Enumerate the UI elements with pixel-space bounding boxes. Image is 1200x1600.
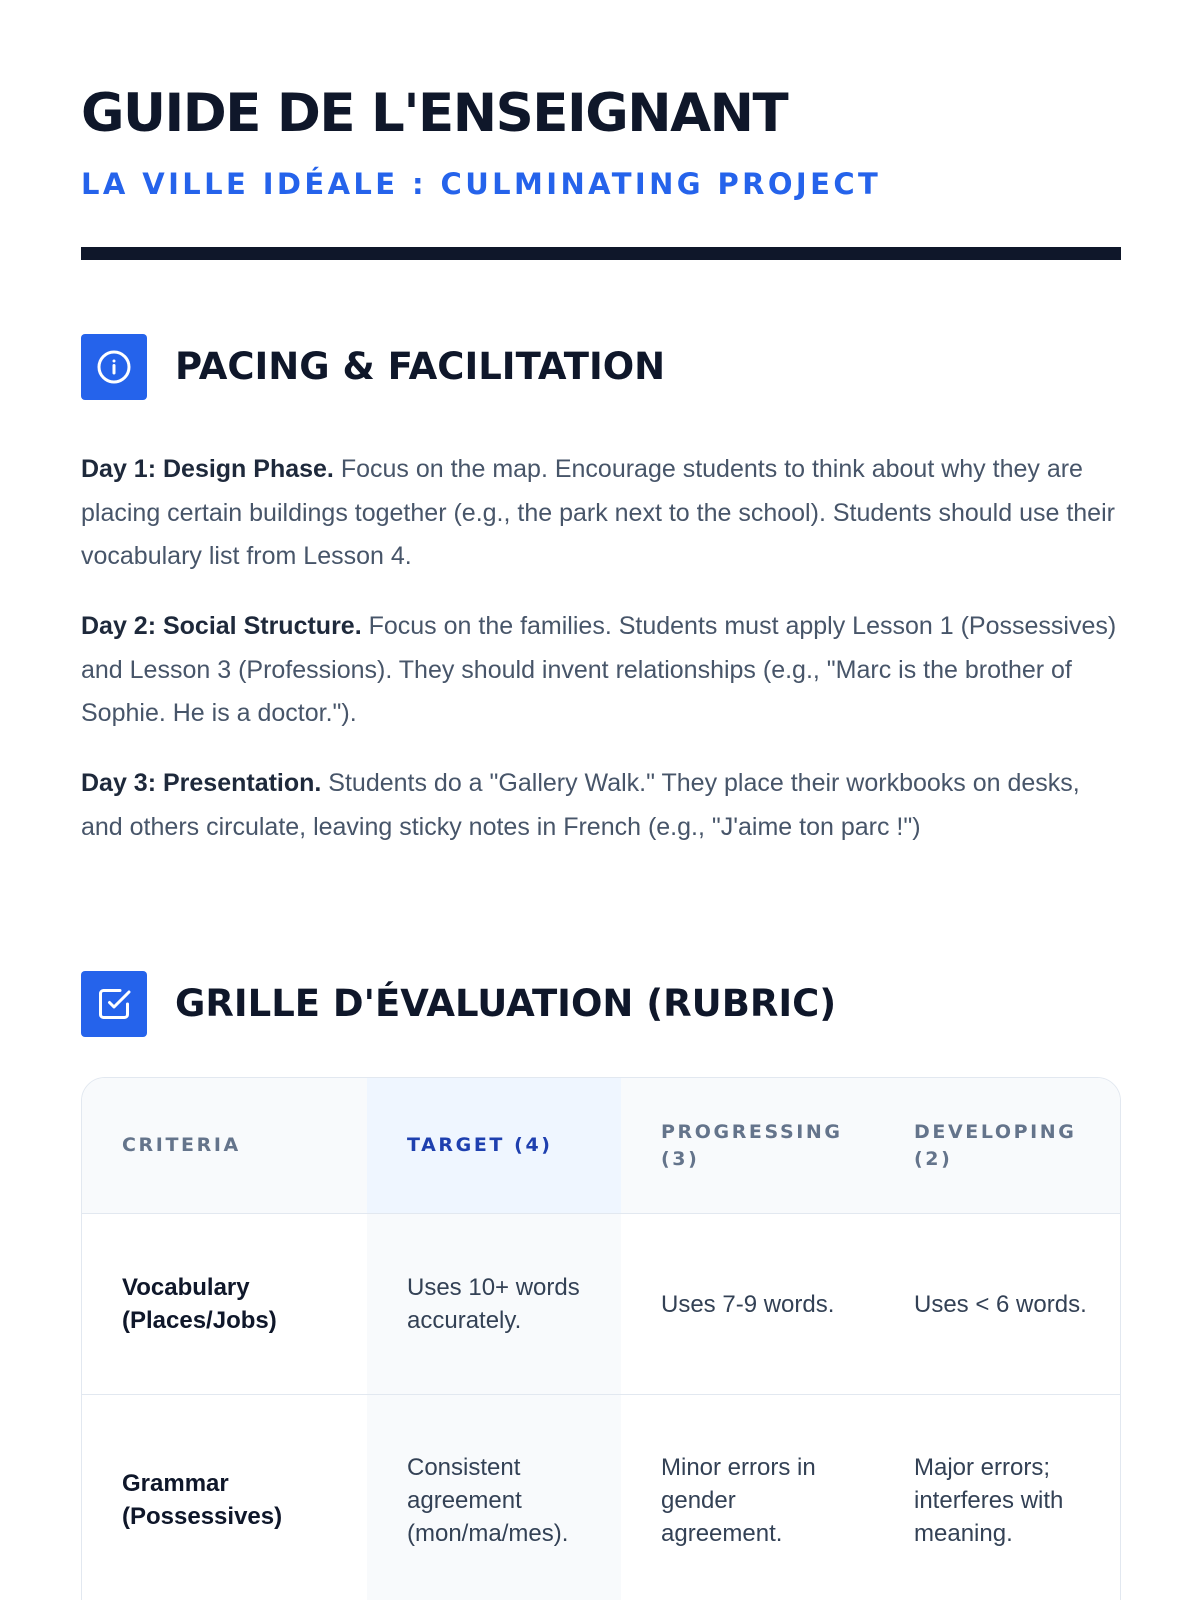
day-1-text: Focus on the map. Encourage students to think about why they are placing certain buildings together (e.g., the park next to the school). Students should use their vocabulary list from Lesson 4. <box>81 455 1115 570</box>
day-2-paragraph <box>81 605 1126 736</box>
progressing-cell: Uses 7-9 words. <box>621 1214 874 1395</box>
table-row <box>82 1395 1120 1600</box>
developing-cell: Uses < 6 words. <box>874 1214 1120 1395</box>
day-3-text: Students do a "Gallery Walk." They place their workbooks on desks, and others circulate, leaving sticky notes in French (e.g., "J'aime ton parc !") <box>81 769 1080 841</box>
header-developing: DEVELOPING (2) <box>874 1078 1120 1214</box>
day-2-label: Day 2: Social Structure. <box>81 612 362 640</box>
rubric-section-header <box>81 971 1121 1037</box>
developing-cell: Major errors; interferes with meaning. <box>874 1395 1120 1600</box>
page-title: GUIDE DE L'ENSEIGNANT <box>81 83 788 144</box>
criteria-cell: Grammar (Possessives) <box>82 1395 367 1600</box>
day-1-paragraph <box>81 448 1126 579</box>
target-cell: Consistent agreement (mon/ma/mes). <box>367 1395 621 1600</box>
criteria-cell: Vocabulary (Places/Jobs) <box>82 1214 367 1395</box>
header-criteria: CRITERIA <box>82 1078 367 1214</box>
pacing-section-header <box>81 334 1121 400</box>
checkbox-icon <box>96 986 132 1022</box>
pacing-section-title: PACING & FACILITATION <box>175 345 666 388</box>
rubric-section-title: GRILLE D'ÉVALUATION (RUBRIC) <box>175 982 837 1025</box>
header-progressing: PROGRESSING (3) <box>621 1078 874 1214</box>
rubric-header-row <box>82 1078 1120 1214</box>
header-target: TARGET (4) <box>367 1078 621 1214</box>
day-1-label: Day 1: Design Phase. <box>81 455 334 483</box>
target-cell: Uses 10+ words accurately. <box>367 1214 621 1395</box>
checkbox-icon-badge <box>81 971 147 1037</box>
table-row <box>82 1214 1120 1395</box>
header-divider <box>81 247 1121 260</box>
rubric-table-card <box>81 1077 1121 1600</box>
info-icon <box>96 349 132 385</box>
day-2-text: Focus on the families. Students must apply Lesson 1 (Possessives) and Lesson 3 (Professions). They should invent relationships (e.g., "Marc is the brother of Sophie. He is a doctor."). <box>81 612 1117 727</box>
day-3-paragraph <box>81 762 1126 849</box>
progressing-cell: Minor errors in gender agreement. <box>621 1395 874 1600</box>
day-3-label: Day 3: Presentation. <box>81 769 322 797</box>
info-icon-badge <box>81 334 147 400</box>
page-subtitle: LA VILLE IDÉALE : CULMINATING PROJECT <box>81 167 882 201</box>
rubric-table <box>82 1078 1120 1600</box>
